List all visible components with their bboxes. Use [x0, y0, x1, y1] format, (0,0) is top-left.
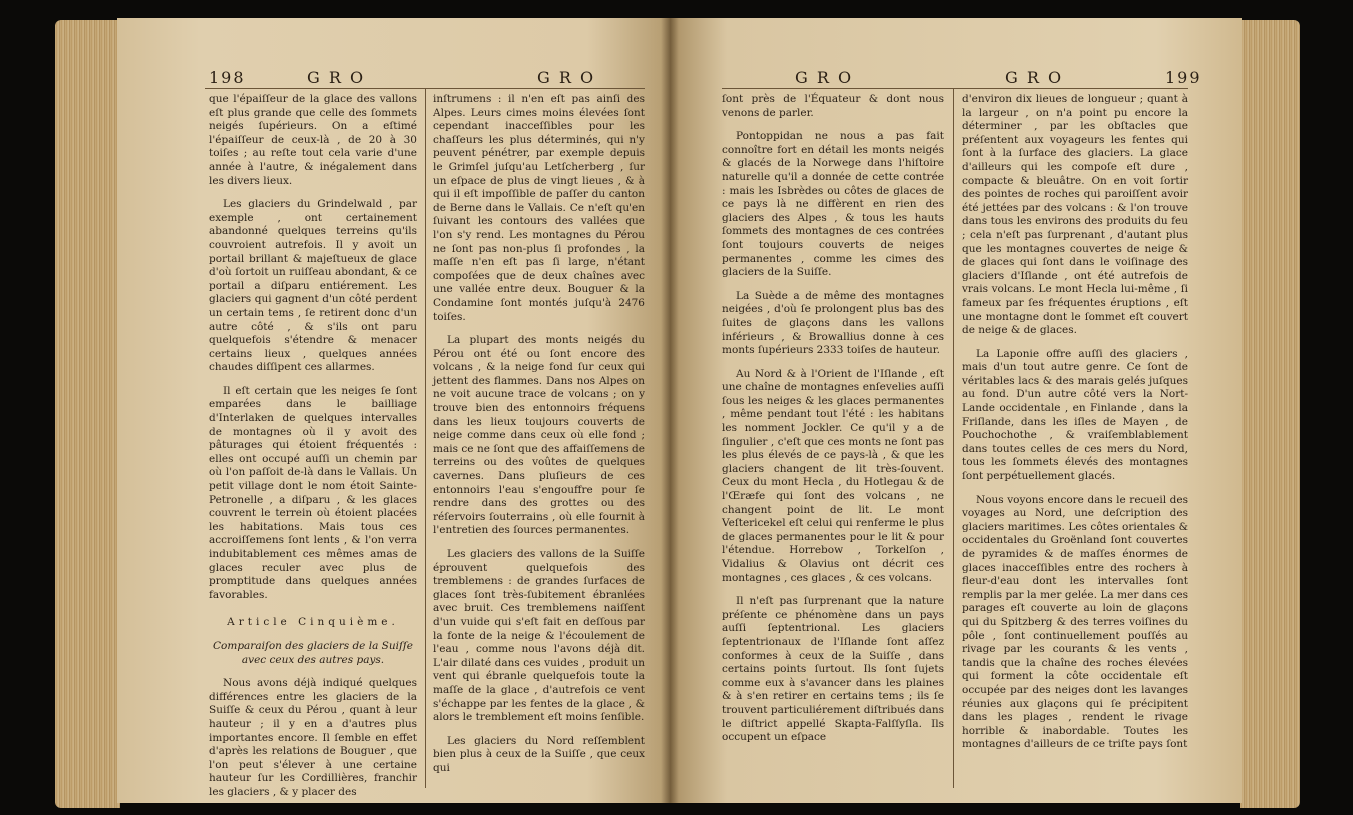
right-page — [670, 18, 1242, 803]
right-running-head-2: G R O — [1005, 68, 1064, 87]
left-running-head-1: G R O — [307, 68, 366, 87]
paragraph: Les glaciers du Nord reſſemblent bien plus à ceux de la Suiſſe , que ceux qui — [433, 734, 645, 774]
paragraph: Au Nord & à l'Orient de l'Iſlande , eſt une chaîne de montagnes enſevelies auſſi ſous les neiges & les glaces permanentes , même pendant tout l'été : les habitans les nomment Jockler. Ce qu'il y a de ſingulier , c'eſt que ces monts ne ſont pas les plus élevés de ce pays-là , & que les glaciers changent de lit très-ſouvent. Ceux du mont Hecla , du Hotlegau & de l'Œræfe qui ſont des volcans , ne changent point de lit. Le mont Veſtericekel eſt celui qui renferme le plus de glaces permanentes pour le lit & pour l'étendue. Horrebow , Torkelſon , Vidalius & Olavius ont décrit ces montagnes , ces glaces , & ces volcans. — [722, 367, 944, 584]
left-page — [117, 18, 670, 803]
left-running-head-2: G R O — [537, 68, 596, 87]
open-book — [55, 8, 1300, 808]
article-subtitle: Comparaiſon des glaciers de la Suiſſe avec ceux des autres pays. — [213, 639, 413, 666]
right-column-1 — [722, 93, 944, 755]
article-heading: Article Cinquième. — [227, 616, 399, 629]
paragraph: La plupart des monts neigés du Pérou ont été ou ſont encore des volcans , & la neige fond ſur ceux qui jettent des flammes. Dans nos Alpes on ne voit aucune trace de volcans ; on y trouve bien des entonnoirs fréquens dans les lieux toujours couverts de neige comme dans ceux où elle fond ; mais ce ne ſont que des affaiſſemens de terreins ou des voûtes de quelques cavernes. Dans pluſieurs de ces entonnoirs l'eau s'engouffre pour ſe rendre dans des grottes ou des réſervoirs ſouterrains , où elle fournit à l'entretien des ſources permanentes. — [433, 334, 645, 537]
left-page-number: 198 — [209, 68, 246, 87]
page-edges-right — [1240, 20, 1300, 808]
paragraph: La Suède a de même des montagnes neigées , d'où ſe prolongent plus bas des ſuites de glaçons dans les vallons inférieurs , & Browallius donne à ces monts ſupérieurs 2333 toiſes de hauteur. — [722, 289, 944, 357]
left-column-2 — [433, 93, 645, 786]
paragraph: Nous voyons encore dans le recueil des voyages au Nord, une deſcription des glaciers maritimes. Les côtes orientales & occidentales du Groënland ſont couvertes de pyramides & de maſſes énormes de glaces inacceſſibles entre des rochers à fleur-d'eau dont les intervalles ſont remplis par la mer gelée. La mer dans ces parages eſt couverte au loin de glaçons qui du Spitzberg & des terres voiſines du pôle , ſont continuellement pouſſés au rivage par les courants & les vents , tandis que la chaîne des roches élevées qui forment la côte occidentale eſt occupée par des neiges dont les lavanges réunies aux glaçons qui ſe précipitent dans les plages , rendent le rivage horrible & inabordable. Toutes les montagnes d'ailleurs de ce triſte pays ſont — [962, 493, 1188, 751]
paragraph: Il eſt certain que les neiges ſe ſont emparées dans le bailliage d'Interlaken de quelques intervalles de montagnes où il y avoit des pâturages qui étoient fréquentés : elles ont occupé auſſi un chemin par où l'on paſſoit de-là dans le Vallais. Un petit village dont le nom étoit Sainte-Petronelle , a diſparu , & les glaces couvrent le terrein où étoient placées les habitations. Mais tous ces accroiſſemens ſont lents , & l'on verra indubitablement ces mêmes amas de glaces reculer avec plus de promptitude dans quelques années favorables. — [209, 384, 417, 601]
paragraph: Il n'eſt pas ſurprenant que la nature préſente ce phénomène dans un pays auſſi ſeptentrional. Les glaciers ſeptentrionaux de l'Iſlande ſont aſſez conformes à ceux de la Suiſſe , dans certains points ſurtout. Ils ſont ſujets comme eux à s'avancer dans les plaines & à s'en retirer en certains tems ; ils ſe trouvent particuliérement diſtribués dans le diſtrict appellé Skapta-Falſſyſla. Ils occupent un eſpace — [722, 595, 944, 744]
right-column-rule — [953, 88, 954, 788]
right-page-number: 199 — [1165, 68, 1202, 87]
right-head-rule — [722, 88, 1188, 89]
paragraph: Nous avons déjà indiqué quelques différences entre les glaciers de la Suiſſe & ceux du Pérou , quant à leur hauteur ; il y en a d'autres plus importantes encore. Il ſemble en effet d'après les relations de Bouguer , que l'on peut s'élever à une certaine hauteur ſur les Cordillières, franchir les glaciers , & y placer des — [209, 677, 417, 798]
paragraph: ſont près de l'Équateur & dont nous venons de parler. — [722, 93, 944, 119]
paragraph: inſtrumens : il n'en eſt pas ainſi des Alpes. Leurs cimes moins élevées ſont cependant inacceſſibles pour les chaſſeurs les plus déterminés, qui n'y peuvent pénétrer, par exemple depuis le Grimſel juſqu'au Letſcherberg , ſur un eſpace de plus de vingt lieues , & à qui il eſt impoſſible de paſſer du canton de Berne dans le Vallais. Ce n'eſt qu'en ſuivant les contours des vallées que l'on s'y rend. Les montagnes du Pérou ne ſont pas non-plus ſi profondes , la maſſe n'en eſt pas ſi large, n'étant compoſées que de deux chaînes avec une vallée entre deux. Bouguer & la Condamine ſont montés juſqu'à 2476 toiſes. — [433, 93, 645, 323]
paragraph: que l'épaiſſeur de la glace des vallons eſt plus grande que celle des ſommets neigés ſupérieurs. On a eſtimé l'épaiſſeur de ceux-là , de 20 à 30 toiſes ; au reſte tout cela varie d'une année à l'autre, & inégalement dans les divers lieux. — [209, 93, 417, 187]
paragraph: Les glaciers des vallons de la Suiſſe éprouvent quelquefois des tremblemens : de grandes ſurfaces de glaces ſont très-ſubitement ébranlées avec bruit. Ces tremblemens naiſſent d'un vuide qui s'eſt fait en deſſous par la fonte de la neige & l'écoulement de l'eau , comme nous l'avons déjà dit. L'air dilaté dans ces vuides , produit un vent qui ébranle quelquefois toute la maſſe de la glace , d'autrefois ce vent s'échappe par les fentes de la glace , & alors le tremblement eſt moins ſenſible. — [433, 548, 645, 724]
left-column-rule — [425, 88, 426, 788]
book-gutter — [661, 18, 679, 803]
paragraph: La Laponie offre auſſi des glaciers , mais d'un tout autre genre. Ce ſont de véritables lacs & des marais gelés juſques au fond. D'un autre côté vers la Nort-Lande occidentale , en Finlande , dans la Friſlande, dans les iſles de Mayen , de Pouchochothe , & vraiſemblablement dans toutes celles de ces mers du Nord, tous les ſommets élevés des montagnes ſont perpétuellement glacés. — [962, 347, 1188, 483]
right-running-head-1: G R O — [795, 68, 854, 87]
right-column-2 — [962, 93, 1188, 762]
paragraph: d'environ dix lieues de longueur ; quant à la largeur , on n'a point pu encore la déterminer , par les obſtacles que préſentent aux voyageurs les fentes qui ſont à la ſurface des glaciers. La glace d'ailleurs qui les compoſe eſt dure , compacte & bleuâtre. On en voit ſortir des pointes de roches qui paroiſſent avoir été jettées par des volcans : & l'on trouve dans tous les environs des produits du feu ; cela n'eſt pas ſurprenant , d'autant plus que les montagnes couvertes de neige & de glaces qui ſont dans le voiſinage des glaciers d'Iſlande , ont été autrefois de vrais volcans. Le mont Hecla lui-même , ſi fameux par ſes fréquentes éruptions , eſt une montagne dont le ſommet eſt couvert de neige & de glaces. — [962, 93, 1188, 337]
page-edges-left — [55, 20, 120, 808]
left-column-1 — [209, 93, 417, 803]
paragraph: Les glaciers du Grindelwald , par exemple , ont certainement abandonné quelques terreins qu'ils couvroient autrefois. Il y avoit un portail brillant & majeſtueux de glace d'où ſortoit un ruiſſeau abondant, & ce portail a diſparu entiérement. Les glaciers qui gagnent d'un côté perdent un certain tems , ſe retirent donc d'un autre côté , & s'ils ont paru quelquefois s'étendre & menacer certains lieux , quelques années chaudes diſſipent ces allarmes. — [209, 198, 417, 374]
paragraph: Pontoppidan ne nous a pas fait connoître fort en détail les monts neigés & glacés de la Norwege dans l'hiſtoire naturelle qu'il a donnée de cette contrée : mais les Isbrèdes ou côtes de glaces de ce pays là ne diffèrent en rien des glaciers des Alpes , & tous les hauts ſommets des montagnes de ces contrées ſont toujours couverts de neiges permanentes , comme les cimes des glaciers de la Suiſſe. — [722, 130, 944, 279]
